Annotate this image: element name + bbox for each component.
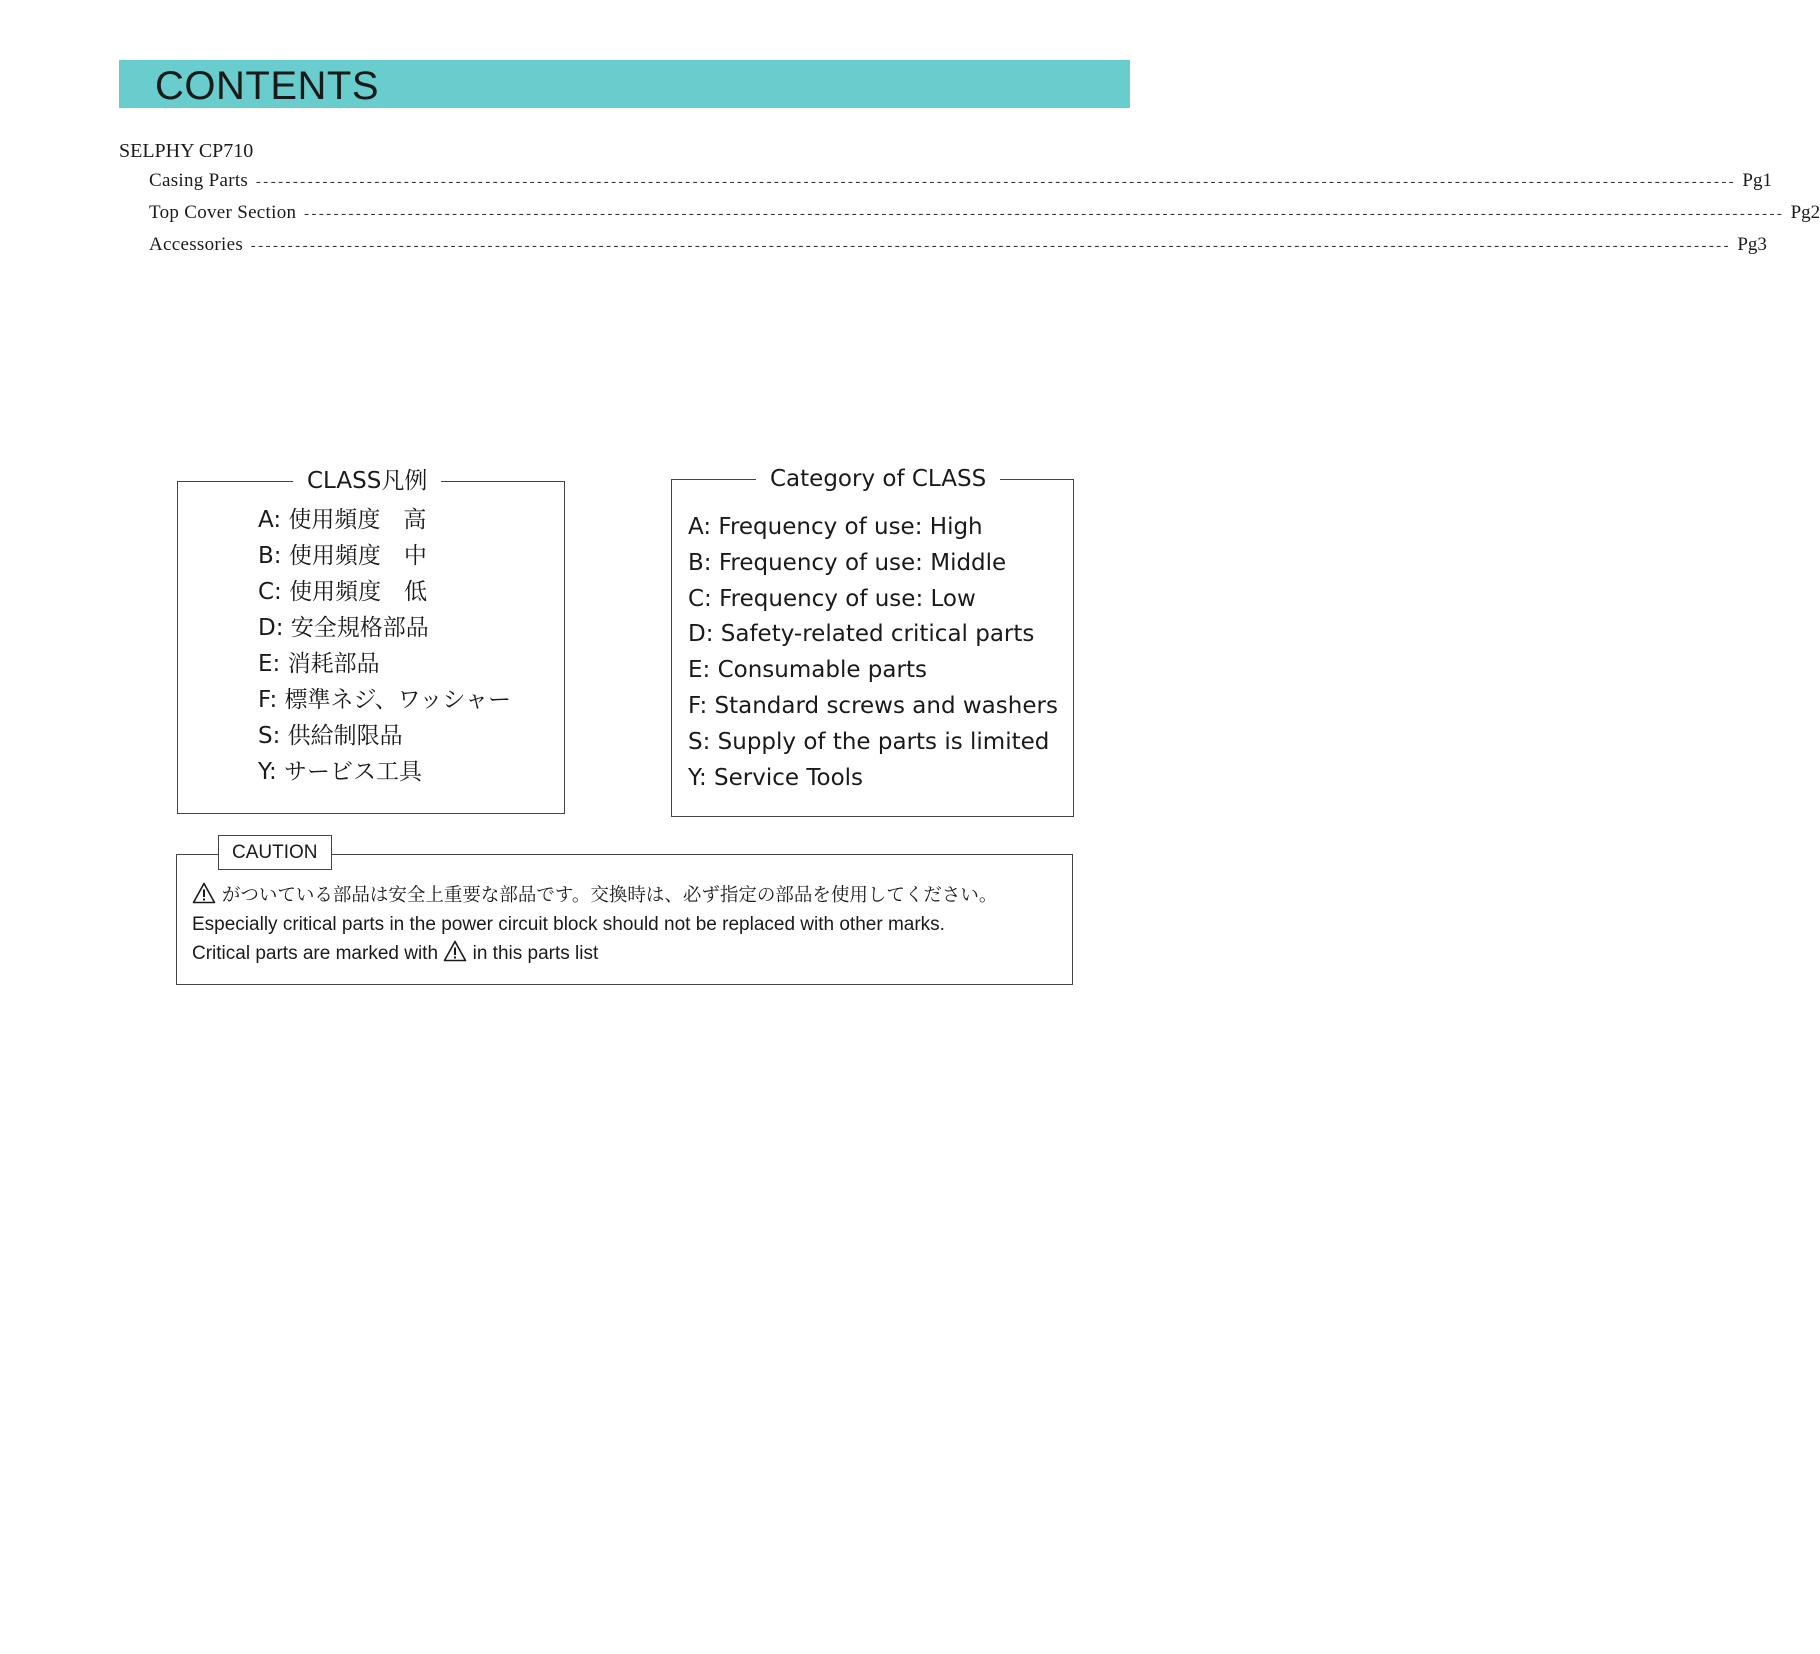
class-item-e: E: Consumable parts (688, 657, 927, 684)
class-item-d: D: Safety-related critical parts (688, 621, 1035, 648)
caution-text (192, 881, 997, 968)
toc-entry-label: Casing Parts (149, 170, 249, 191)
toc-entry-page: Pg2 (1790, 202, 1820, 223)
toc-dot-leader: -------------------------------------------------------------------------------------------------------------------------------------------------------------------------------------------------------- (249, 239, 1730, 255)
caution-line-japanese-text: がついている部品は安全上重要な部品です。交換時は、必ず指定の部品を使用してください。 (221, 885, 998, 906)
class-item-y: Y: サービス工具 (258, 759, 423, 785)
toc-entry-casing-parts[interactable] (149, 170, 1772, 202)
caution-line-english-2-before: Critical parts are marked with (192, 943, 439, 964)
class-item-a: A: Frequency of use: High (688, 514, 983, 540)
class-legend-english-title: Category of CLASS (756, 464, 1000, 494)
class-legend-english-list (688, 510, 1058, 796)
caution-line-english-1: Especially critical parts in the power circuit block should not be replaced with other marks. (192, 914, 945, 935)
class-legend-english (671, 466, 1074, 817)
toc-entry-top-cover-section[interactable] (149, 202, 1820, 234)
class-item-s: S: 供給制限品 (258, 723, 403, 749)
class-legend-japanese-title: CLASS凡例 (293, 466, 441, 496)
class-item-c: C: Frequency of use: Low (688, 585, 976, 612)
class-item-b: B: 使用頻度 中 (258, 543, 427, 569)
page-title: CONTENTS (155, 64, 379, 108)
class-item-y: Y: Service Tools (688, 764, 864, 791)
class-item-b: B: Frequency of use: Middle (688, 549, 1007, 576)
toc-dot-leader: -------------------------------------------------------------------------------------------------------------------------------------------------------------------------------------------------------- (254, 175, 1735, 191)
toc-dot-leader: -------------------------------------------------------------------------------------------------------------------------------------------------------------------------------------------------------- (302, 207, 1783, 223)
toc-entry-page: Pg3 (1737, 234, 1767, 255)
class-item-a: A: 使用頻度 高 (258, 507, 427, 533)
caution-line-japanese (192, 881, 997, 910)
class-item-c: C: 使用頻度 低 (258, 579, 428, 605)
toc-entry-accessories[interactable] (149, 234, 1767, 266)
class-item-d: D: 安全規格部品 (258, 615, 429, 641)
table-of-contents (149, 170, 1820, 266)
class-item-e: E: 消耗部品 (258, 651, 380, 677)
warning-triangle-icon (443, 940, 467, 962)
warning-triangle-icon (192, 882, 216, 904)
caution-label: CAUTION (218, 835, 332, 870)
class-legend-japanese-list (258, 502, 511, 790)
caution-line-english-2 (192, 939, 997, 968)
caution-box (176, 842, 1073, 985)
toc-entry-page: Pg1 (1742, 170, 1772, 191)
class-item-s: S: Supply of the parts is limited (688, 728, 1050, 755)
model-name: SELPHY CP710 (119, 140, 254, 162)
class-item-f: F: 標準ネジ、ワッシャー (258, 687, 512, 713)
class-item-f: F: Standard screws and washers (688, 692, 1058, 719)
toc-entry-label: Top Cover Section (149, 202, 297, 223)
caution-line-english-2-after: in this parts list (472, 943, 599, 964)
toc-entry-label: Accessories (149, 234, 244, 255)
class-legend-japanese (177, 468, 565, 814)
